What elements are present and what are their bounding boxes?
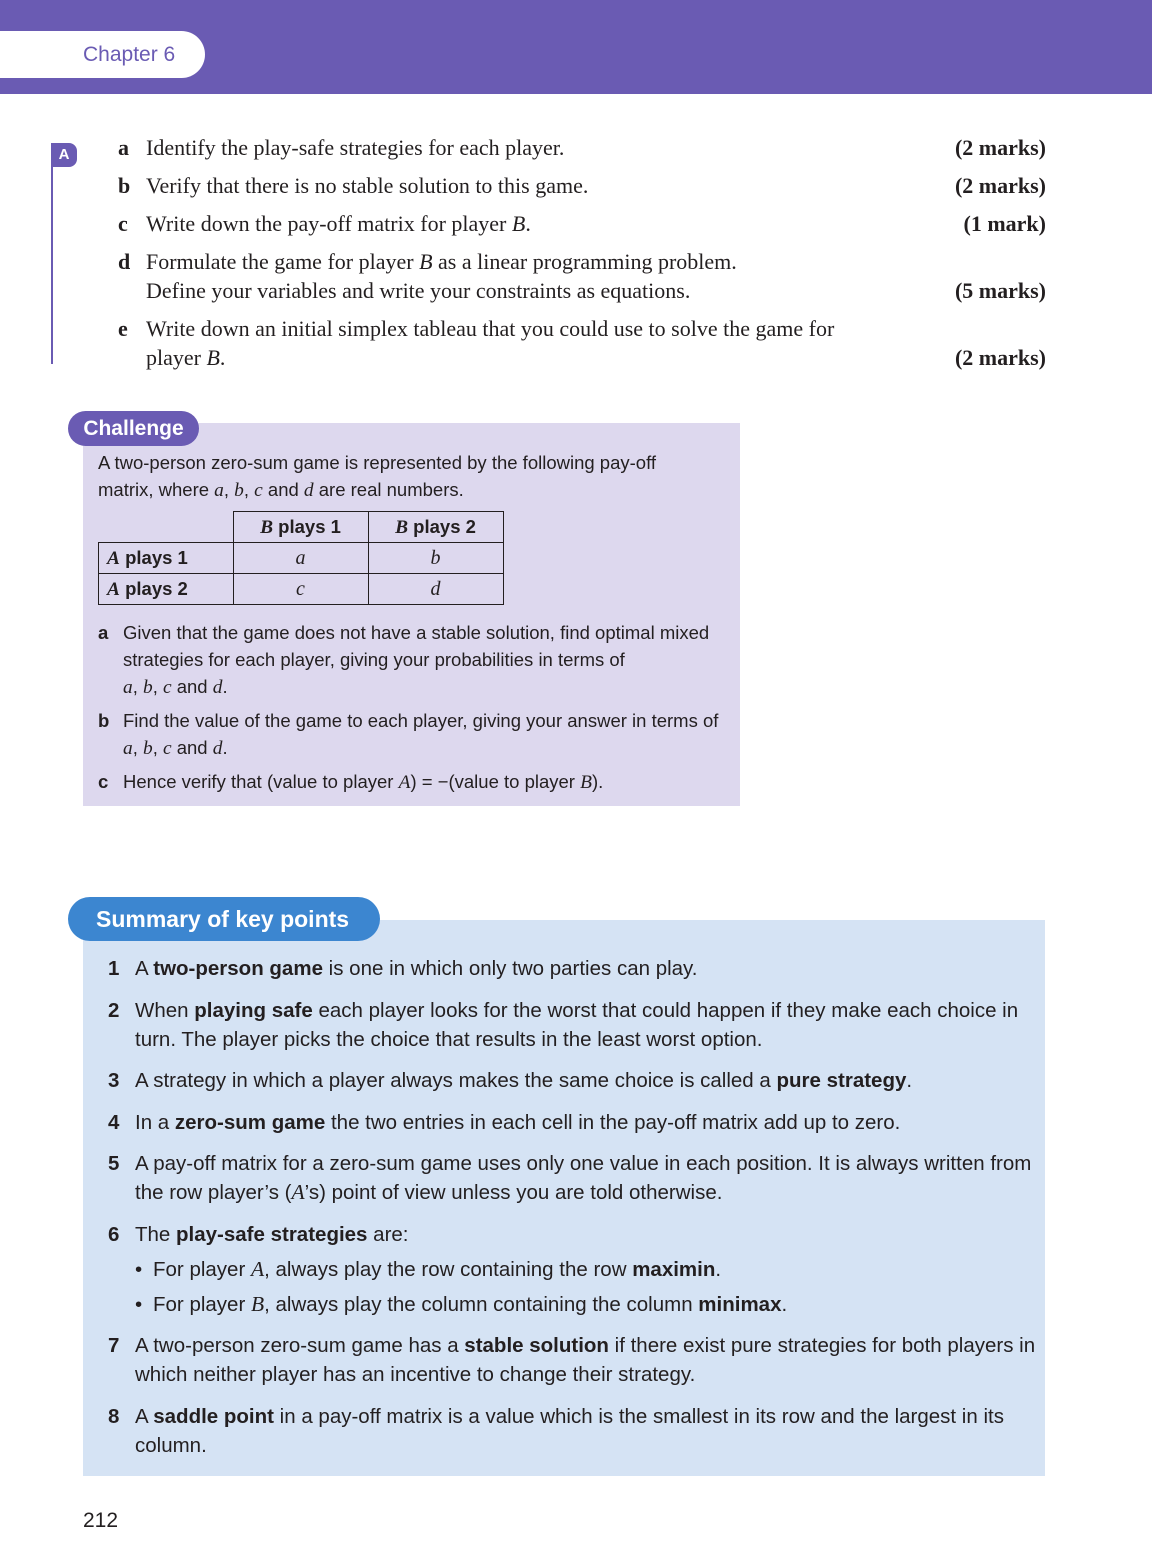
player-variable: A [250, 1256, 265, 1281]
table-cell: c [233, 574, 368, 605]
text-run: matrix, where [98, 479, 215, 500]
point-number: 3 [108, 1069, 120, 1092]
part-text [146, 247, 1046, 305]
text-run: When [135, 998, 195, 1022]
text-run: and [267, 479, 299, 500]
part-text: Given that the game does not have a stable solution, find optimal mixed strategies for each player, giving your probabilities in terms of a, b, c and d. [123, 622, 710, 698]
summary-title: Summary of key points [96, 906, 350, 932]
challenge-parts [98, 619, 733, 802]
point-text [135, 1149, 1038, 1207]
key-point [108, 1066, 1038, 1095]
variable: c [162, 738, 172, 759]
column-header [368, 512, 503, 543]
variable: b [142, 677, 153, 698]
point-text [135, 1402, 1038, 1460]
question-part [118, 247, 1046, 305]
variable: b [142, 738, 153, 759]
text-run: . [219, 345, 226, 370]
key-term: zero-sum game [174, 1110, 326, 1134]
key-term: play-safe strategies [176, 1222, 368, 1246]
text-run: The [135, 1222, 177, 1246]
key-point [108, 1402, 1038, 1460]
sub-point-text [153, 1255, 1038, 1284]
part-letter: a [118, 135, 129, 160]
key-term: playing safe [194, 998, 313, 1022]
table-cell: d [368, 574, 503, 605]
point-number: 2 [108, 998, 120, 1022]
level-badge: A [51, 143, 77, 167]
text-run: ) = −(value to player [410, 771, 581, 792]
text-run: player [146, 345, 207, 370]
player-variable: B [511, 211, 526, 236]
part-letter: d [118, 249, 131, 274]
payoff-matrix [98, 511, 504, 605]
text-run: Given that the game does not have a stable solution, find optimal mixed strategies for each player, giving your probabilities in terms of [123, 622, 710, 670]
part-letter: b [118, 173, 131, 198]
challenge-part [98, 707, 733, 762]
sub-point [135, 1290, 1038, 1319]
sub-point-text [153, 1290, 1038, 1319]
point-text [135, 1220, 1038, 1249]
key-point [108, 1108, 1038, 1137]
text-run: if there exist pure strategies for both players in which neither player has an incentive to change their strategy. [135, 1334, 1036, 1386]
text-run: are: [367, 1222, 409, 1246]
header-label: plays 1 [273, 515, 341, 537]
text-run: . [906, 1069, 913, 1092]
question-part [118, 133, 1046, 162]
part-letter: e [118, 316, 128, 341]
part-letter: b [98, 710, 110, 731]
text-run: ’s) point of view unless you are told otherwise. [304, 1181, 723, 1204]
question-part [118, 171, 1046, 200]
point-text [135, 1331, 1038, 1389]
variable: b [234, 480, 244, 501]
text-run: A two-person zero-sum game is represented by the following pay-off [98, 452, 657, 473]
player-variable: A [398, 772, 411, 793]
text-run: . [525, 211, 531, 236]
point-number: 5 [108, 1152, 120, 1175]
key-term: maximin [632, 1257, 716, 1281]
summary-tag [68, 897, 380, 941]
challenge-part [98, 619, 733, 701]
part-letter: a [98, 622, 109, 643]
question-part [118, 209, 1046, 238]
text-run: , always play the row containing the row [264, 1257, 633, 1281]
variable: a [123, 677, 133, 698]
text-run: . [781, 1292, 788, 1316]
part-text [146, 314, 1046, 372]
variable: a [214, 480, 224, 501]
table-row [99, 574, 504, 605]
header-label: plays 1 [119, 546, 188, 568]
bullet: • [135, 1292, 143, 1316]
table-cell: a [233, 543, 368, 574]
variable: d [303, 480, 314, 501]
part-text [123, 768, 733, 796]
key-term: saddle point [153, 1404, 274, 1428]
point-number: 7 [108, 1334, 120, 1357]
point-text [135, 996, 1038, 1054]
page-number: 212 [83, 1509, 119, 1532]
part-text [146, 209, 1046, 238]
player-variable: A [107, 547, 120, 569]
table-row [99, 543, 504, 574]
text-run: ). [591, 771, 604, 792]
column-header [233, 512, 368, 543]
text-run: For player [153, 1257, 251, 1281]
exercise-questions [118, 133, 1046, 381]
point-number: 1 [108, 957, 120, 980]
text-run: are real numbers. [318, 479, 464, 500]
key-term: two-person game [153, 957, 323, 980]
part-text: Identify the play-safe strategies for each player. [146, 135, 565, 160]
header-label: plays 2 [408, 515, 476, 537]
table-corner [99, 512, 234, 543]
text-run: Define your variables and write your constraints as equations. [146, 278, 691, 303]
part-marks: (2 marks) [954, 135, 1046, 160]
part-letter: c [98, 771, 109, 792]
text-run: Write down an initial simplex tableau that you could use to solve the game for [146, 316, 835, 341]
text-run: Find the value of the game to each player, giving your answer in terms of [123, 710, 719, 731]
sub-point [135, 1255, 1038, 1284]
player-variable: B [419, 249, 433, 274]
text-run: A strategy in which a player always makes the same choice is called a [135, 1069, 777, 1092]
text-run: A pay-off matrix for a zero-sum game uses only one value in each position. It is always written from the row player’s ( [135, 1152, 1032, 1204]
row-header [99, 574, 234, 605]
table-cell: b [368, 543, 503, 574]
variable: c [254, 480, 263, 501]
player-variable: B [260, 516, 274, 538]
player-variable: B [250, 1291, 265, 1316]
key-term: stable solution [464, 1334, 609, 1357]
text-run: A two-person zero-sum game has a [135, 1334, 465, 1357]
level-line [51, 167, 53, 364]
text-run: in a pay-off matrix is a value which is the smallest in its row and the largest in its column. [135, 1404, 1004, 1457]
player-variable: A [291, 1180, 305, 1204]
challenge-part [98, 768, 733, 796]
point-number: 4 [108, 1110, 120, 1134]
text-run: and [176, 676, 208, 697]
text-run: is one in which only two parties can play. [322, 957, 698, 980]
point-text [135, 954, 1038, 983]
text-run: In a [135, 1110, 175, 1134]
part-letter: c [118, 211, 128, 236]
key-point [108, 996, 1038, 1054]
question-part [118, 314, 1046, 372]
text-run: Hence verify that (value to player [123, 771, 399, 792]
text-run: . [715, 1257, 722, 1281]
key-term: pure strategy [776, 1069, 907, 1092]
player-variable: B [206, 345, 220, 370]
bullet: • [135, 1257, 143, 1281]
header-label: plays 2 [119, 577, 188, 599]
point-number: 6 [108, 1222, 120, 1246]
text-run: each player looks for the worst that could happen if they make each choice in turn. The player picks the choice that results in the least worst option. [135, 998, 1019, 1051]
variable: d [212, 738, 223, 759]
player-variable: A [107, 578, 120, 600]
text-run: and [176, 737, 208, 758]
part-marks: (5 marks) [954, 278, 1046, 303]
text-run: the two entries in each cell in the pay-off matrix add up to zero. [325, 1110, 901, 1134]
chapter-tab [0, 31, 205, 78]
text-run: Write down the pay-off matrix for player [146, 211, 512, 236]
key-point [108, 1331, 1038, 1389]
part-text: Verify that there is no stable solution to this game. [146, 173, 589, 198]
key-points-list [108, 954, 1038, 1472]
part-marks: (2 marks) [954, 345, 1046, 370]
text-run: , always play the column containing the column [264, 1292, 699, 1316]
player-variable: B [580, 772, 592, 793]
row-header [99, 543, 234, 574]
text-run: as a linear programming problem. [432, 249, 737, 274]
challenge-intro: A two-person zero-sum game is represented by the following pay-off matrix, where a, b, c and d are real numbers. [98, 452, 657, 501]
player-variable: B [395, 516, 409, 538]
text-run: A [135, 957, 154, 980]
variable: d [212, 677, 223, 698]
part-text: Find the value of the game to each player, giving your answer in terms of a, b, c and d. [123, 710, 719, 759]
challenge-box [83, 423, 740, 806]
key-term: minimax [698, 1292, 782, 1316]
text-run: Formulate the game for player [146, 249, 420, 274]
point-number: 8 [108, 1404, 120, 1428]
key-point [108, 1220, 1038, 1319]
chapter-label: Chapter 6 [83, 43, 176, 66]
text-run: For player [153, 1292, 251, 1316]
variable: a [123, 738, 133, 759]
point-text [135, 1066, 1038, 1095]
text-run: A [135, 1404, 154, 1428]
challenge-tag: Challenge [68, 411, 199, 446]
key-point [108, 1149, 1038, 1207]
variable: c [162, 677, 172, 698]
point-text [135, 1108, 1038, 1137]
summary-box [83, 920, 1045, 1476]
part-marks: (2 marks) [954, 173, 1046, 198]
key-point [108, 954, 1038, 983]
part-marks: (1 mark) [963, 211, 1046, 236]
